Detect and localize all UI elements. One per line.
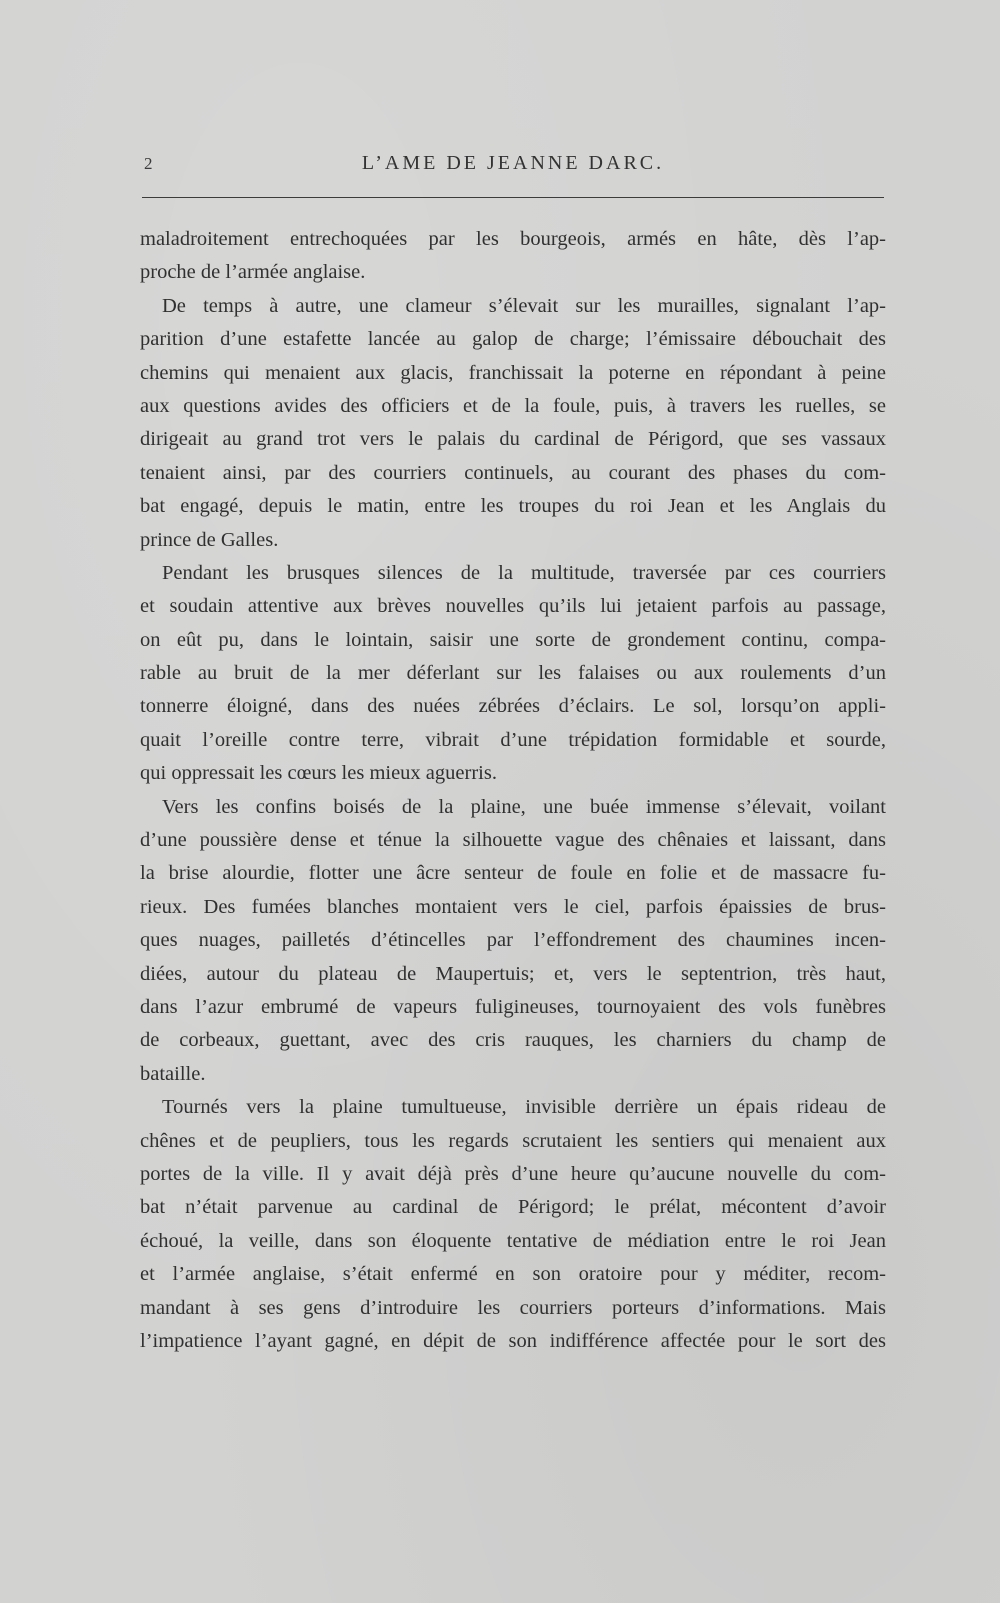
text-line: portes de la ville. Il y avait déjà près d’une heure qu’aucune nouvelle du com- <box>140 1162 886 1185</box>
text-line: l’impatience l’ayant gagné, en dépit de son indifférence affectée pour le sort des <box>140 1329 886 1352</box>
text-line: on eût pu, dans le lointain, saisir une sorte de grondement continu, compa- <box>140 628 886 651</box>
text-line: rieux. Des fumées blanches montaient vers le ciel, parfois épaissies de brus- <box>140 895 886 918</box>
text-line: chemins qui menaient aux glacis, franchissait la poterne en répondant à peine <box>140 361 886 384</box>
text-line: mandant à ses gens d’introduire les courriers porteurs d’informations. Mais <box>140 1296 886 1319</box>
text-line: tonnerre éloigné, dans des nuées zébrées d’éclairs. Le sol, lorsqu’on appli- <box>140 695 886 718</box>
text-line: d’une poussière dense et ténue la silhouette vague des chênaies et laissant, dans <box>140 829 886 852</box>
text-line: bataille. <box>140 1062 206 1085</box>
header-rule <box>142 197 884 198</box>
running-title: L’AME DE JEANNE DARC. <box>361 152 665 174</box>
text-line: dans l’azur embrumé de vapeurs fuligineuses, tournoyaient des vols funèbres <box>140 995 886 1018</box>
text-line: rable au bruit de la mer déferlant sur les falaises ou aux roulements d’un <box>140 662 886 685</box>
text-line: qui oppressait les cœurs les mieux aguerris. <box>140 762 497 785</box>
text-line: De temps à autre, une clameur s’élevait sur les murailles, signalant l’ap- <box>162 294 886 317</box>
running-head <box>142 152 884 182</box>
text-line: Tournés vers la plaine tumultueuse, invisible derrière un épais rideau de <box>162 1096 886 1119</box>
text-line: bat engagé, depuis le matin, entre les troupes du roi Jean et les Anglais du <box>140 495 886 518</box>
text-line: parition d’une estafette lancée au galop de charge; l’émissaire débouchait des <box>140 328 886 351</box>
text-line: proche de l’armée anglaise. <box>140 261 366 284</box>
text-line: quait l’oreille contre terre, vibrait d’une trépidation formidable et sourde, <box>140 728 886 751</box>
text-line: prince de Galles. <box>140 528 279 551</box>
text-line: la brise alourdie, flotter une âcre senteur de foule en folie et de massacre fu- <box>140 862 886 885</box>
body-text <box>140 223 886 1358</box>
text-line: échoué, la veille, dans son éloquente tentative de médiation entre le roi Jean <box>140 1229 886 1252</box>
text-line: dirigeait au grand trot vers le palais du cardinal de Périgord, que ses vassaux <box>140 428 886 451</box>
text-line: Pendant les brusques silences de la multitude, traversée par ces courriers <box>162 561 886 584</box>
text-line: maladroitement entrechoquées par les bourgeois, armés en hâte, dès l’ap- <box>140 228 886 250</box>
text-line: Vers les confins boisés de la plaine, une buée immense s’élevait, voilant <box>162 795 886 818</box>
text-line: et l’armée anglaise, s’était enfermé en son oratoire pour y méditer, recom- <box>140 1263 886 1286</box>
text-line: bat n’était parvenue au cardinal de Périgord; le prélat, mécontent d’avoir <box>140 1196 886 1219</box>
text-line: aux questions avides des officiers et de la foule, puis, à travers les ruelles, se <box>140 394 886 417</box>
page-number: 2 <box>144 154 153 173</box>
text-line: et soudain attentive aux brèves nouvelles qu’ils lui jetaient parfois au passage, <box>140 595 886 618</box>
text-line: tenaient ainsi, par des courriers continuels, au courant des phases du com- <box>140 461 886 484</box>
text-line: chênes et de peupliers, tous les regards scrutaient les sentiers qui menaient aux <box>140 1129 886 1152</box>
text-line: diées, autour du plateau de Maupertuis; et, vers le septentrion, très haut, <box>140 962 886 985</box>
text-line: ques nuages, pailletés d’étincelles par l’effondrement des chaumines incen- <box>140 929 886 952</box>
text-line: de corbeaux, guettant, avec des cris rauques, les charniers du champ de <box>140 1029 886 1052</box>
